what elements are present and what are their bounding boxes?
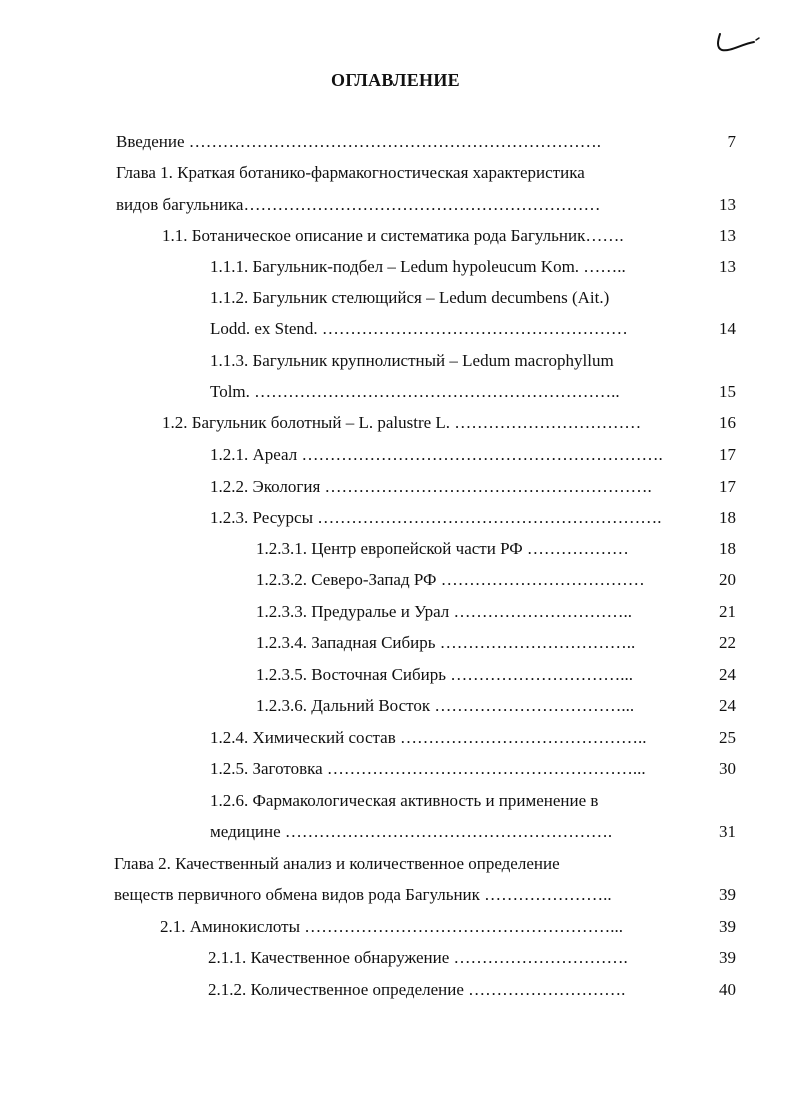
toc-page-number: 17: [719, 445, 736, 464]
toc-entry-text: 1.1.1. Багульник-подбел – Ledum hypoleucum Kom. ……..: [210, 257, 626, 276]
toc-entry-text: 1.2.5. Заготовка ………………………………………………...: [210, 759, 646, 778]
toc-page-number: 40: [719, 980, 736, 999]
toc-page-number: 31: [719, 822, 736, 841]
toc-entry-text: Глава 1. Краткая ботанико-фармакогностическая характеристика: [116, 163, 585, 182]
toc-page-number: 16: [719, 413, 736, 432]
toc-entry-text: 1.1.2. Багульник стелющийся – Ledum decumbens (Ait.): [210, 288, 610, 307]
toc-page-number: 13: [719, 226, 736, 245]
toc-page-number: 15: [719, 382, 736, 401]
toc-page-number: 20: [719, 570, 736, 589]
toc-entry-text: 2.1.2. Количественное определение ……………………….: [208, 980, 626, 999]
toc-entry-text: 1.2.3. Ресурсы …………………………………………………….: [210, 508, 662, 527]
toc-page-number: 30: [719, 759, 736, 778]
toc-page-number: 18: [719, 539, 736, 558]
toc-page-number: 21: [719, 602, 736, 621]
toc-entry-text: медицине ………………………………………………….: [210, 822, 613, 841]
toc-entry-text: веществ первичного обмена видов рода Багульник …………………..: [114, 885, 612, 904]
toc-page-number: 24: [719, 665, 736, 684]
toc-page-number: 39: [719, 885, 736, 904]
toc-entry-text: 1.2.6. Фармакологическая активность и применение в: [210, 791, 599, 810]
toc-page-number: 25: [719, 728, 736, 747]
toc-entry-text: 1.1.3. Багульник крупнолистный – Ledum macrophyllum: [210, 351, 614, 370]
toc-page-number: 7: [727, 132, 736, 151]
toc-entry-text: 2.1. Аминокислоты ………………………………………………...: [160, 917, 623, 936]
toc-entry-text: 1.2.3.2. Северо-Запад РФ ………………………………: [256, 570, 645, 589]
toc-entry-text: 1.2.4. Химический состав ……………………………………..: [210, 728, 647, 747]
toc-entry-text: видов багульника………………………………………………………: [116, 195, 601, 214]
toc-entry-text: 1.2.3.4. Западная Сибирь ……………………………..: [256, 633, 636, 652]
toc-page-number: 17: [719, 477, 736, 496]
toc-page-number: 13: [719, 195, 736, 214]
toc-page-number: 24: [719, 696, 736, 715]
toc-entry-text: 1.2.2. Экология ………………………………………………….: [210, 477, 652, 496]
toc-page-number: 14: [719, 319, 736, 338]
toc-entry-text: 1.2.1. Ареал ……………………………………………………….: [210, 445, 663, 464]
toc-entry-text: 2.1.1. Качественное обнаружение ………………………….: [208, 948, 628, 967]
toc-entry-text: 1.2.3.5. Восточная Сибирь …………………………...: [256, 665, 634, 684]
toc-entry-text: Глава 2. Качественный анализ и количественное определение: [114, 854, 560, 873]
toc-entry-text: 1.2.3.3. Предуралье и Урал …………………………..: [256, 602, 633, 621]
toc-entry-text: 1.2.3.1. Центр европейской части РФ ………………: [256, 539, 629, 558]
toc-entry-text: Введение ……………………………………………………………….: [116, 132, 602, 151]
toc-page-number: 22: [719, 633, 736, 652]
toc-entry-text: 1.2.3.6. Дальний Восток ……………………………...: [256, 696, 635, 715]
page-title: ОГЛАВЛЕНИЕ: [331, 70, 460, 90]
toc-page-number: 13: [719, 257, 736, 276]
toc-entry-text: 1.1. Ботаническое описание и систематика рода Багульник…….: [162, 226, 624, 245]
toc-page-number: 18: [719, 508, 736, 527]
toc-entry-text: Lodd. ex Stend. ………………………………………………: [210, 319, 628, 338]
toc-page-number: 39: [719, 917, 736, 936]
toc-entry-text: Tolm. ………………………………………………………..: [210, 382, 620, 401]
toc-entry-text: 1.2. Багульник болотный – L. palustre L. ……………………………: [162, 413, 642, 432]
toc-page-number: 39: [719, 948, 736, 967]
